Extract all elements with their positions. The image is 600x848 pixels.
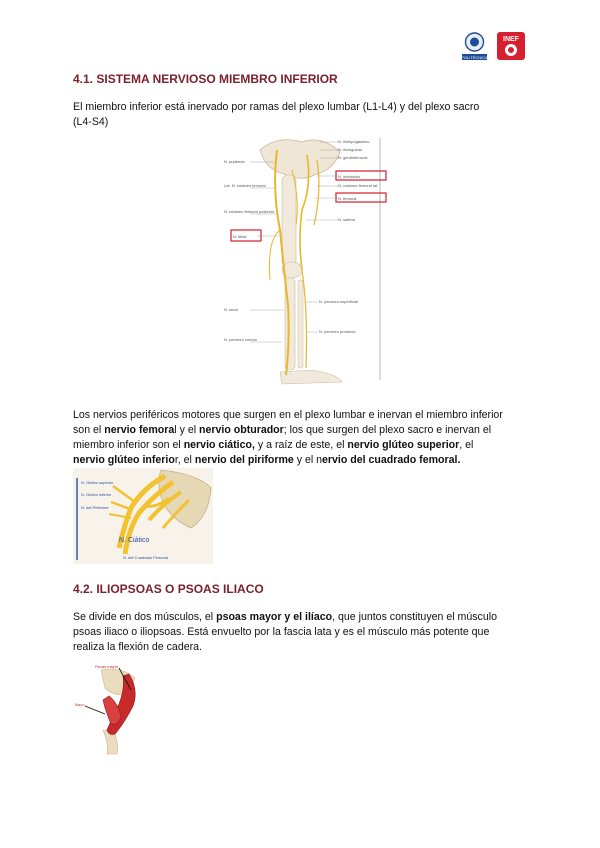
plexus-label-cuadrado-femoral: N. del Cuadrado Femoral	[123, 555, 168, 560]
section2-p-line2: psoas iliaco o iliopsoas. Está envuelto por la fascia lata y es el músculo más potente que	[73, 626, 490, 638]
anat-left-label-4: N. tibial	[233, 234, 247, 239]
plexus-label-ciatico: N. Ciático	[119, 537, 150, 544]
plexus-label-gluteo-inferior: N. Glúteo inferior	[81, 492, 112, 497]
section2-title: 4.2. ILIOPSOAS O PSOAS ILIACO	[73, 582, 264, 596]
anat-right-label-6: N. femoral	[338, 196, 357, 201]
section1-intro-line1: El miembro inferior está inervado por ramas del plexo lumbar (L1-L4) y del plexo sacro	[73, 101, 480, 113]
section1-p2-line1: Los nervios periféricos motores que surgen en el plexo lumbar e inervan el miembro inferior	[73, 409, 503, 421]
anat-right-label-7: N. safeno	[338, 217, 356, 222]
section1-p2-line3: miembro inferior son el nervio ciático, y a raíz de este, el nervio glúteo superior, el	[73, 439, 474, 451]
anat-left-label-3: N. cutáneo femoral posterior	[224, 209, 275, 214]
anat-right-label-5: N. cutáneo femoral lat.	[338, 183, 379, 188]
anat-right-label-3: N. genitofemoral	[338, 155, 368, 160]
inef-logo-text: INEF	[503, 36, 519, 43]
upm-logo	[461, 31, 488, 61]
anat-left-label-2: Lat. N. cutáneo femoral	[224, 183, 266, 188]
lower-limb-nerves-figure	[222, 130, 392, 392]
iliopsoas-label-iliaco: Ilíaco	[75, 702, 85, 707]
plexus-label-gluteo-superior: N. Glúteo superior	[81, 480, 114, 485]
iliopsoas-label-psoas: Psoas mayor	[95, 664, 119, 669]
section1-p2-line2: son el nervio femoral y el nervio obturador; los que surgen del plexo sacro e inervan el	[73, 424, 492, 436]
section2-p-line1: Se divide en dos músculos, el psoas mayor y el ilíaco, que juntos constituyen el músculo	[73, 611, 497, 623]
section1-title: 4.1. SISTEMA NERVIOSO MIEMBRO INFERIOR	[73, 72, 338, 86]
upm-logo-text: POLITÉCNICA	[461, 55, 488, 60]
anat-right-label-4: N. obturador	[338, 174, 361, 179]
section2-p-line3: realiza la flexión de cadera.	[73, 641, 202, 653]
section1-p2-line4: nervio glúteo inferior, el nervio del piriforme y el nervio del cuadrado femoral.	[73, 454, 461, 466]
anat-left-label-6: N. peroneo común	[224, 337, 257, 342]
plexus-label-piriforme: N. del Piriforme	[81, 505, 109, 510]
anat-right-label-2: N. ilioinguinal	[338, 147, 362, 152]
anat-right-label-1: N. iliohipogástrico	[338, 139, 370, 144]
anat-right-label-9: N. peroneo profundo	[319, 329, 356, 334]
anat-left-label-1: N. pudendo	[224, 159, 245, 164]
section1-intro-line2: (L4-S4)	[73, 116, 109, 128]
inef-logo	[496, 31, 526, 61]
sacral-plexus-figure	[73, 468, 213, 564]
iliopsoas-figure	[73, 660, 163, 756]
anat-right-label-8: N. peroneo superficial	[319, 299, 358, 304]
anat-left-label-5: N. sural	[224, 307, 238, 312]
